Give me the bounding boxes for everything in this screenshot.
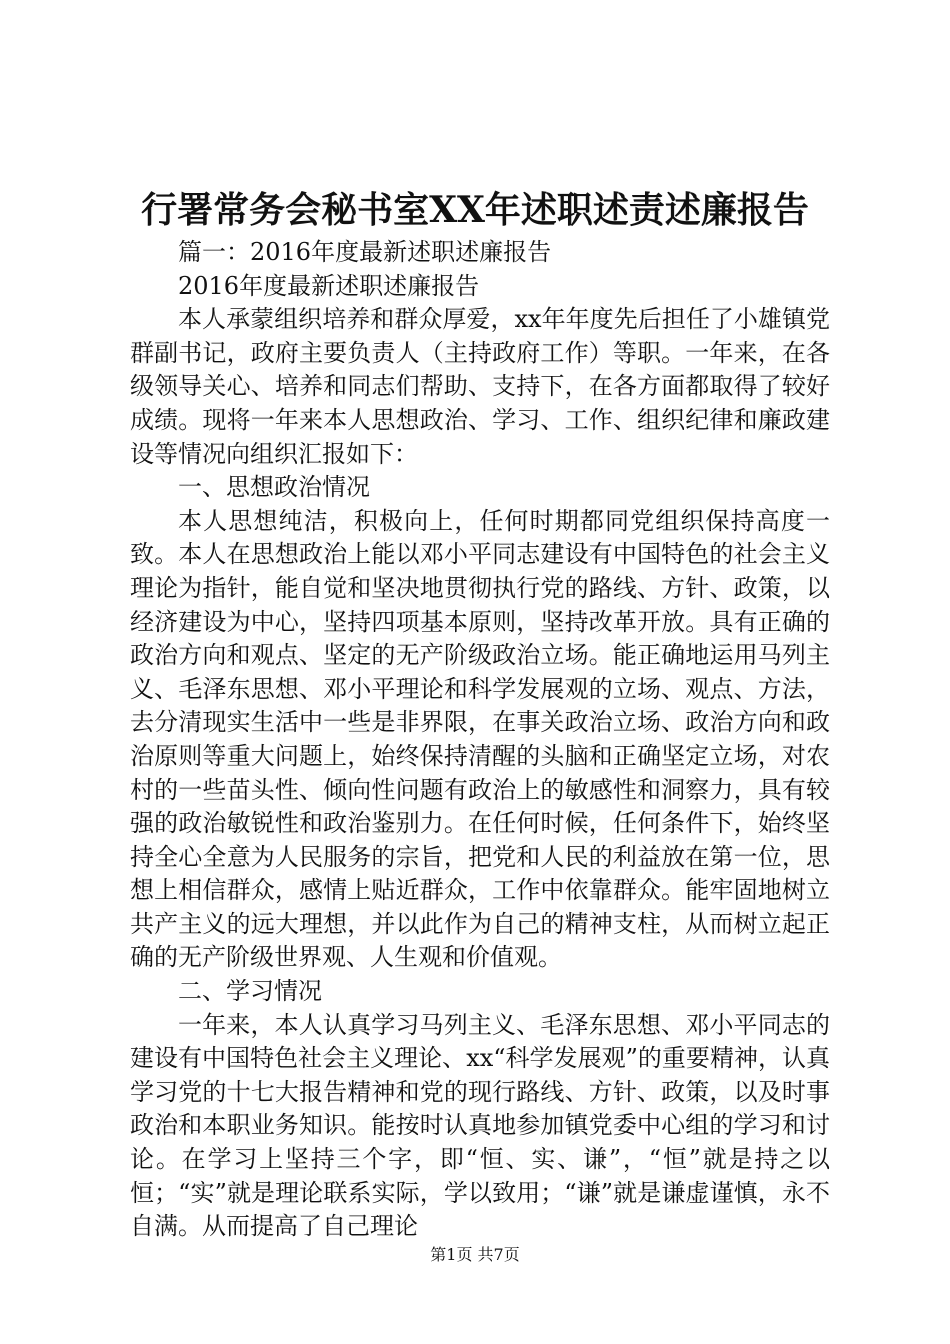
paragraph-intro: 本人承蒙组织培养和群众厚爱，xx年年度先后担任了小雄镇党群副书记，政府主要负责人（主持政府工作）等职。一年来，在各级领导关心、培养和同志们帮助、支持下，在各方面都取得了较好成绩。现将一年来本人思想政治、学习、工作、组织纪律和廉政建设等情况向组织汇报如下： <box>130 305 830 468</box>
paragraph-study: 一年来，本人认真学习马列主义、毛泽东思想、邓小平同志的建设有中国特色社会主义理论、xx“科学发展观”的重要精神，认真学习党的十七大报告精神和党的现行路线、方针、政策，以及时事政治和本职业务知识。能按时认真地参加镇党委中心组的学习和讨论。在学习上坚持三个字，即“恒、实、谦”，“恒”就是持之以恒；“实”就是理论联系实际，学以致用；“谦”就是谦虚谨慎，永不自满。从而提高了自己理论 <box>130 1010 830 1241</box>
section-heading: 篇一：2016年度最新述职述廉报告 <box>178 238 552 266</box>
document-body <box>130 236 830 1244</box>
sub-title: 2016年度最新述职述廉报告 <box>178 271 480 300</box>
paragraph-politics: 本人思想纯洁，积极向上，任何时期都同党组织保持高度一致。本人在思想政治上能以邓小平同志建设有中国特色的社会主义理论为指针，能自觉和坚决地贯彻执行党的路线、方针、政策，以经济建设为中心，坚持四项基本原则，坚持改革开放。具有正确的政治方向和观点、坚定的无产阶级政治立场。能正确地运用马列主义、毛泽东思想、邓小平理论和科学发展观的立场、观点、方法，去分清现实生活中一些是非界限，在事关政治立场、政治方向和政治原则等重大问题上，始终保持清醒的头脑和正确坚定立场，对农村的一些苗头性、倾向性问题有政治上的敏感性和洞察力，具有较强的政治敏锐性和政治鉴别力。在任何时候，任何条件下，始终坚持全心全意为人民服务的宗旨，把党和人民的利益放在第一位，思想上相信群众，感情上贴近群众，工作中依靠群众。能牢固地树立共产主义的远大理想，并以此作为自己的精神支柱，从而树立起正确的无产阶级世界观、人生观和价值观。 <box>130 506 830 972</box>
page-footer: 第1页 共7页 <box>430 1245 520 1264</box>
document-title: 行署常务会秘书室XX年述职述责述廉报告 <box>141 189 809 231</box>
heading-study: 二、学习情况 <box>178 977 322 1006</box>
heading-politics: 一、思想政治情况 <box>178 473 370 502</box>
